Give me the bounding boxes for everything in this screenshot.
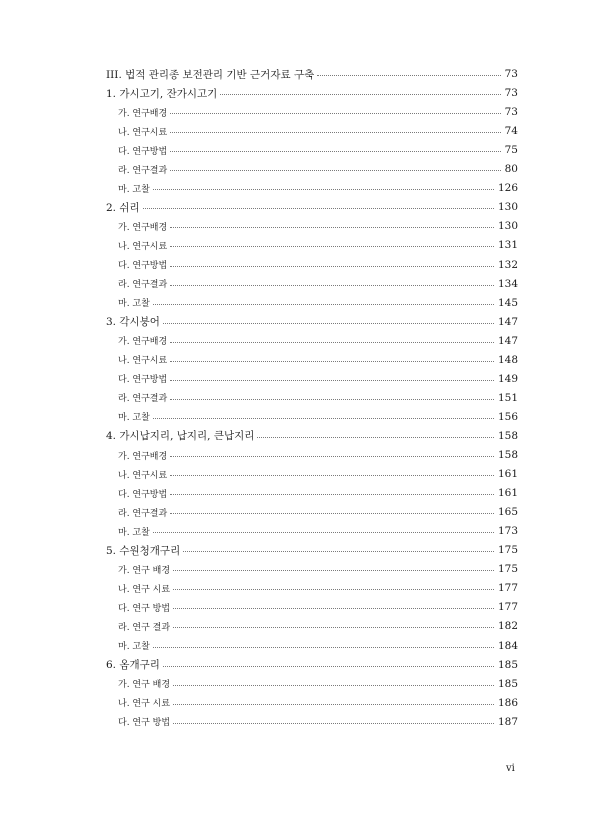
dot-leader bbox=[153, 532, 494, 533]
toc-entry-title: 라. 연구 결과 bbox=[118, 622, 171, 633]
toc-entry-page: 74 bbox=[504, 125, 518, 138]
dot-leader bbox=[153, 304, 494, 305]
toc-entry[interactable] bbox=[118, 503, 518, 522]
dot-leader bbox=[183, 551, 494, 552]
dot-leader bbox=[170, 380, 494, 381]
toc-entry-title: 가. 연구배경 bbox=[118, 451, 168, 462]
toc-entry-page: 145 bbox=[497, 296, 518, 309]
toc-entry-title: 5. 수원청개구리 bbox=[106, 544, 181, 557]
toc-entry[interactable] bbox=[118, 103, 518, 122]
toc-entry-title: 다. 연구 방법 bbox=[118, 603, 171, 614]
toc-entry-title: 마. 고찰 bbox=[118, 184, 150, 195]
toc-entry-title: 라. 연구결과 bbox=[118, 394, 168, 405]
toc-entry-page: 126 bbox=[497, 182, 518, 195]
dot-leader bbox=[173, 685, 494, 686]
dot-leader bbox=[173, 589, 494, 590]
toc-entry[interactable] bbox=[118, 236, 518, 255]
toc-entry[interactable] bbox=[118, 217, 518, 236]
toc-entry[interactable] bbox=[118, 293, 518, 312]
toc-entry-page: 177 bbox=[497, 601, 518, 614]
dot-leader bbox=[163, 666, 494, 667]
toc-entry-page: 73 bbox=[504, 87, 518, 100]
toc-entry-title: 1. 가시고기, 잔가시고기 bbox=[106, 87, 218, 100]
page-number: vi bbox=[506, 763, 515, 774]
toc-entry[interactable] bbox=[118, 407, 518, 426]
dot-leader bbox=[170, 494, 494, 495]
toc-entry[interactable] bbox=[118, 579, 518, 598]
toc-entry-page: 134 bbox=[497, 277, 518, 290]
dot-leader bbox=[170, 361, 494, 362]
toc-entry-page: 185 bbox=[497, 677, 518, 690]
toc-entry-page: 175 bbox=[497, 544, 518, 557]
dot-leader bbox=[170, 285, 494, 286]
toc-entry-title: III. 법적 관리종 보전관리 기반 근거자료 구축 bbox=[106, 68, 315, 81]
toc-entry[interactable] bbox=[106, 65, 518, 84]
toc-entry-page: 131 bbox=[497, 239, 518, 252]
toc-entry-title: 마. 고찰 bbox=[118, 527, 150, 538]
toc-entry[interactable] bbox=[118, 522, 518, 541]
dot-leader bbox=[143, 208, 494, 209]
toc-entry-page: 147 bbox=[497, 334, 518, 347]
toc-entry-title: 나. 연구시료 bbox=[118, 470, 168, 481]
dot-leader bbox=[173, 723, 494, 724]
dot-leader bbox=[173, 608, 494, 609]
toc-entry-page: 177 bbox=[497, 582, 518, 595]
toc-entry-title: 다. 연구방법 bbox=[118, 489, 168, 500]
toc-entry-title: 나. 연구 시료 bbox=[118, 584, 171, 595]
toc-entry-page: 182 bbox=[497, 620, 518, 633]
toc-entry-page: 185 bbox=[497, 658, 518, 671]
toc-entry[interactable] bbox=[118, 617, 518, 636]
toc-entry-title: 마. 고찰 bbox=[118, 642, 150, 652]
toc-entry-page: 161 bbox=[497, 487, 518, 500]
toc-entry-page: 165 bbox=[497, 506, 518, 519]
toc-entry-page: 173 bbox=[497, 525, 518, 538]
toc-entry[interactable] bbox=[118, 141, 518, 160]
toc-entry-title: 가. 연구배경 bbox=[118, 108, 168, 119]
dot-leader bbox=[173, 570, 494, 571]
toc-entry[interactable] bbox=[118, 255, 518, 274]
toc-entry-page: 73 bbox=[504, 106, 518, 119]
dot-leader bbox=[257, 437, 494, 438]
toc-entry[interactable] bbox=[118, 369, 518, 388]
toc-entry-title: 나. 연구 시료 bbox=[118, 699, 171, 710]
toc-entry[interactable] bbox=[118, 693, 518, 712]
dot-leader bbox=[173, 704, 494, 705]
dot-leader bbox=[153, 647, 494, 648]
toc-entry-page: 161 bbox=[497, 468, 518, 481]
toc-entry-page: 80 bbox=[504, 163, 518, 176]
toc-entry-page: 184 bbox=[497, 639, 518, 652]
dot-leader bbox=[170, 113, 500, 114]
toc-entry-title: 가. 연구배경 bbox=[118, 337, 168, 348]
toc-entry[interactable] bbox=[118, 712, 518, 731]
dot-leader bbox=[220, 94, 500, 95]
toc-entry-page: 148 bbox=[497, 353, 518, 366]
toc-entry-title: 라. 연구결과 bbox=[118, 508, 168, 519]
toc-entry[interactable] bbox=[118, 484, 518, 503]
dot-leader bbox=[170, 170, 500, 171]
toc-entry[interactable] bbox=[118, 388, 518, 407]
toc-entry-title: 2. 쉬리 bbox=[106, 201, 140, 214]
toc-entry-page: 73 bbox=[504, 68, 518, 80]
dot-leader bbox=[173, 627, 494, 628]
dot-leader bbox=[170, 513, 494, 514]
toc-entry[interactable] bbox=[118, 122, 518, 141]
toc-entry-title: 라. 연구결과 bbox=[118, 280, 168, 291]
toc-entry-page: 147 bbox=[497, 315, 518, 328]
toc-entry[interactable] bbox=[118, 636, 518, 655]
dot-leader bbox=[170, 246, 494, 247]
dot-leader bbox=[163, 323, 494, 324]
toc-entry-title: 마. 고찰 bbox=[118, 413, 150, 424]
toc-entry-title: 나. 연구시료 bbox=[118, 356, 168, 367]
toc-entry[interactable] bbox=[106, 312, 518, 331]
toc-entry-page: 158 bbox=[497, 429, 518, 442]
toc-entry-title: 다. 연구방법 bbox=[118, 261, 168, 271]
toc-entry[interactable] bbox=[106, 426, 518, 445]
dot-leader bbox=[170, 342, 494, 343]
toc-entry[interactable] bbox=[106, 84, 518, 103]
toc-entry-page: 175 bbox=[497, 563, 518, 576]
dot-leader bbox=[170, 266, 494, 267]
toc-entry-title: 4. 가시납지리, 납지리, 큰납지리 bbox=[106, 430, 255, 443]
toc-entry[interactable] bbox=[118, 274, 518, 293]
dot-leader bbox=[317, 75, 500, 76]
toc-entry-page: 130 bbox=[497, 220, 518, 233]
toc-entry-page: 132 bbox=[497, 258, 518, 271]
toc-entry-title: 가. 연구 배경 bbox=[118, 680, 171, 691]
toc-entry[interactable] bbox=[118, 465, 518, 484]
toc-entry-title: 나. 연구시료 bbox=[118, 241, 168, 252]
toc-entry-page: 149 bbox=[497, 372, 518, 385]
toc-entry[interactable] bbox=[118, 598, 518, 617]
dot-leader bbox=[153, 189, 494, 190]
toc-entry[interactable] bbox=[118, 160, 518, 179]
dot-leader bbox=[170, 456, 494, 457]
toc-entry-page: 151 bbox=[497, 391, 518, 404]
toc-entry[interactable] bbox=[118, 179, 518, 198]
toc-entry-title: 다. 연구방법 bbox=[118, 375, 168, 386]
toc-entry-title: 다. 연구방법 bbox=[118, 146, 168, 157]
dot-leader bbox=[153, 418, 494, 419]
toc-entry[interactable] bbox=[106, 198, 518, 217]
toc-entry-page: 156 bbox=[497, 410, 518, 423]
toc-entry-page: 186 bbox=[497, 696, 518, 709]
toc-entry[interactable] bbox=[118, 446, 518, 465]
toc-entry-title: 가. 연구배경 bbox=[118, 222, 168, 233]
toc-entry[interactable] bbox=[118, 331, 518, 350]
toc-entry-title: 6. 옴개구리 bbox=[106, 659, 160, 672]
toc-entry[interactable] bbox=[118, 674, 518, 693]
toc-entry[interactable] bbox=[106, 541, 518, 560]
toc-entry-page: 187 bbox=[497, 715, 518, 728]
toc-entry[interactable] bbox=[106, 655, 518, 674]
dot-leader bbox=[170, 399, 494, 400]
toc-entry-title: 마. 고찰 bbox=[118, 299, 150, 310]
toc-entry-page: 130 bbox=[497, 201, 518, 214]
toc-entry-page: 158 bbox=[497, 449, 518, 461]
toc-entry-title: 다. 연구 방법 bbox=[118, 718, 171, 729]
toc-entry-title: 가. 연구 배경 bbox=[118, 565, 171, 576]
toc-entry[interactable] bbox=[118, 350, 518, 369]
dot-leader bbox=[170, 227, 494, 228]
toc-entry[interactable] bbox=[118, 560, 518, 579]
toc-entry-title: 3. 각시붕어 bbox=[106, 316, 160, 329]
dot-leader bbox=[170, 132, 500, 133]
toc-entry-title: 나. 연구시료 bbox=[118, 127, 168, 138]
dot-leader bbox=[170, 475, 494, 476]
toc-entry-title: 라. 연구결과 bbox=[118, 165, 168, 176]
dot-leader bbox=[170, 151, 500, 152]
toc-entry-page: 75 bbox=[504, 144, 518, 157]
